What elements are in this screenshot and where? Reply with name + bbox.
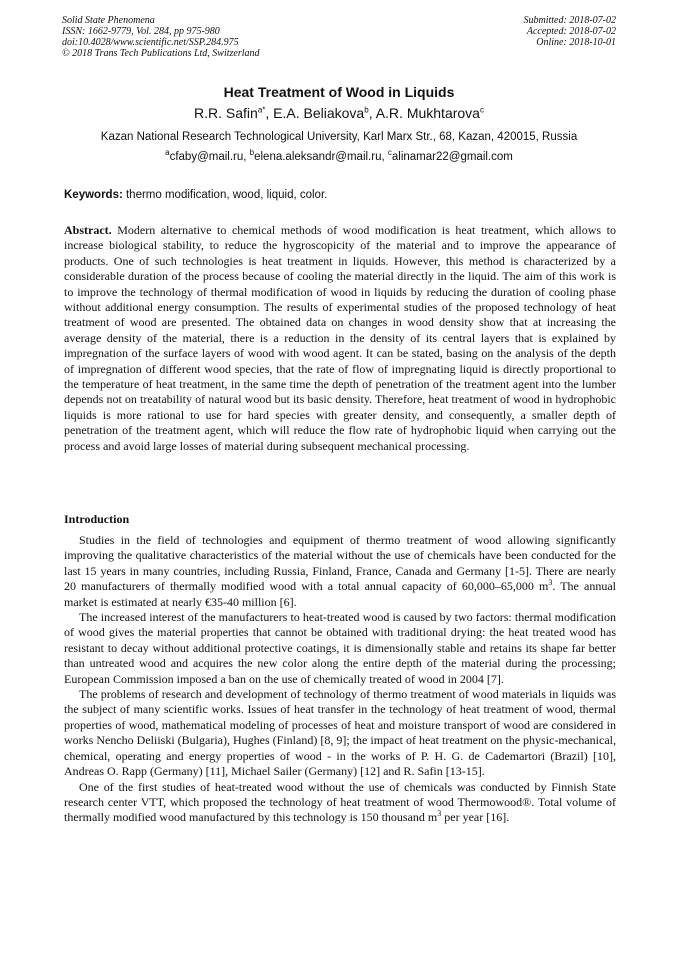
journal-doi: doi:10.4028/www.scientific.net/SSP.284.975	[62, 37, 239, 48]
journal-name: Solid State Phenomena	[62, 15, 155, 26]
abstract-text: Modern alternative to chemical methods of wood modification is heat treatment, which allows to increase biological stability, to reduce the hygroscopicity of the material and to improve the appearance of products. One of such technologies is heat treatment in liquids. However, this method is characterized by a considerable duration of the process because of cooling the material directly in the liquid. The aim of this work is to improve the technology of thermal modification of wood in liquids by reducing the duration of cooling phase without additional energy consumption. The results of experimental studies of the proposed technology of heat treatment of wood are presented. The obtained data on changes in wood density show that at increasing the average density of the material, there is a reduction in the density of its central layers that is explained by impregnation of the surface layers of wood with wood agent. It can be stated, basing on the analysis of the depth of impregnation of different wood species, that the rate of flow of impregnating liquid is directly proportional to the temperature of heat treatment, in the same time the depth of penetration of the treatment agent into the lumber depends not on treatability of natural wood but its basic density. Therefore, heat treatment of wood in hydrophobic liquids is more rational to use for hard species with greater density, and consequently, a smaller depth of penetration of the treatment agent, which will reduce the flow rate of hydrophobic liquid when carrying out the process and avoid large losses of material during subsequent mechanical processing.	[64, 223, 616, 453]
author-mark: c	[479, 105, 484, 115]
author-name: R.R. Safin	[194, 105, 258, 121]
author-separator: ,	[368, 105, 376, 121]
email-separator: ,	[381, 151, 388, 163]
email-address: alinamar22@gmail.com	[391, 151, 513, 163]
author-separator: ,	[265, 105, 274, 121]
keywords-text: thermo modification, wood, liquid, color.	[122, 189, 328, 201]
keywords	[64, 188, 616, 202]
author-list	[0, 104, 678, 122]
abstract-label: Abstract.	[64, 223, 112, 237]
author-mark: b	[364, 105, 369, 115]
paragraph: The problems of research and development of technology of thermo treatment of wood materials in liquids was the subject of many scientific works. Issues of heat transfer in the technology of heat treatment of wood, thermal properties of wood, mathematical modeling of processes of heat and moisture transport of wood are considered in works Nencho Deliiski (Bulgaria), Hughes (Finland) [8, 9]; the impact of heat treatment on the physic-mechanical, chemical, operating and energy properties of wood - in the works of P. H. G. de Cademartori (Brazil) [10], Andreas O. Rapp (Germany) [11], Michael Sailer (Germany) [12] and R. Safin [13-15].	[64, 687, 616, 779]
paragraph	[64, 533, 616, 610]
superscript: 3	[548, 578, 553, 588]
affiliation: Kazan National Research Technological University, Karl Marx Str., 68, Kazan, 420015, Russia	[100, 131, 578, 143]
email-mark: c	[387, 148, 392, 158]
paragraph-text: . The annual market is estimated at nearly €35-40 million [6].	[64, 579, 616, 609]
email-mark: b	[249, 148, 255, 158]
email-address: cfaby@mail.ru	[169, 151, 244, 163]
paragraph-text: Studies in the field of technologies and equipment of thermo treatment of wood allowing significantly improving the qualitative characteristics of the material without the use of chemicals have been conducted for the last 15 years in many countries, including Russia, Finland, France, Canada and Germany [1-5]. There are nearly 20 manufacturers of thermally modified wood with a total annual capacity of 60,000–65,000 m	[64, 533, 616, 594]
publication-dates	[524, 15, 617, 48]
paragraph-text: per year [16].	[441, 810, 510, 825]
paper-title: Heat Treatment of Wood in Liquids	[223, 84, 455, 100]
email-address: elena.aleksandr@mail.ru	[254, 151, 382, 163]
paragraph: The increased interest of the manufacturers to heat-treated wood is caused by two factors: thermal modification of wood gives the material properties that cannot be obtained with traditional drying: the heat treated wood has resistant to decay without additional protective coatings, it is dimensionally stable and retains its shape far better than untreated wood and acquires the new color along the entire depth of the material during the processing; European Commission imposed a ban on the use of chemically treated of wood in 2004 [7].	[64, 610, 616, 686]
keywords-label: Keywords:	[64, 189, 123, 201]
date-submitted: Submitted: 2018-07-02	[523, 15, 616, 26]
author-name: E.A. Beliakova	[273, 105, 365, 121]
date-accepted: Accepted: 2018-07-02	[526, 26, 616, 37]
superscript: 3	[437, 809, 442, 819]
email-separator: ,	[243, 151, 250, 163]
author-name: A.R. Mukhtarova	[375, 105, 480, 121]
email-mark: a	[165, 148, 170, 158]
author-mark: a*	[257, 105, 266, 115]
section-heading-introduction: Introduction	[64, 512, 130, 526]
journal-info	[62, 15, 260, 59]
email-list	[0, 150, 678, 164]
date-online: Online: 2018-10-01	[536, 37, 616, 48]
paragraph-text: One of the first studies of heat-treated wood without the use of chemicals was conducted by Finnish State research center VTT, which proposed the technology of heat treatment of wood Thermowood®. Total volume of thermally modified wood manufactured by this technology is 150 thousand m	[64, 779, 616, 825]
journal-copyright: © 2018 Trans Tech Publications Ltd, Switzerland	[62, 48, 260, 59]
paragraph	[64, 780, 616, 826]
journal-issn: ISSN: 1662-9779, Vol. 284, pp 975-980	[62, 26, 220, 37]
abstract	[64, 223, 616, 454]
introduction-body	[64, 533, 616, 826]
